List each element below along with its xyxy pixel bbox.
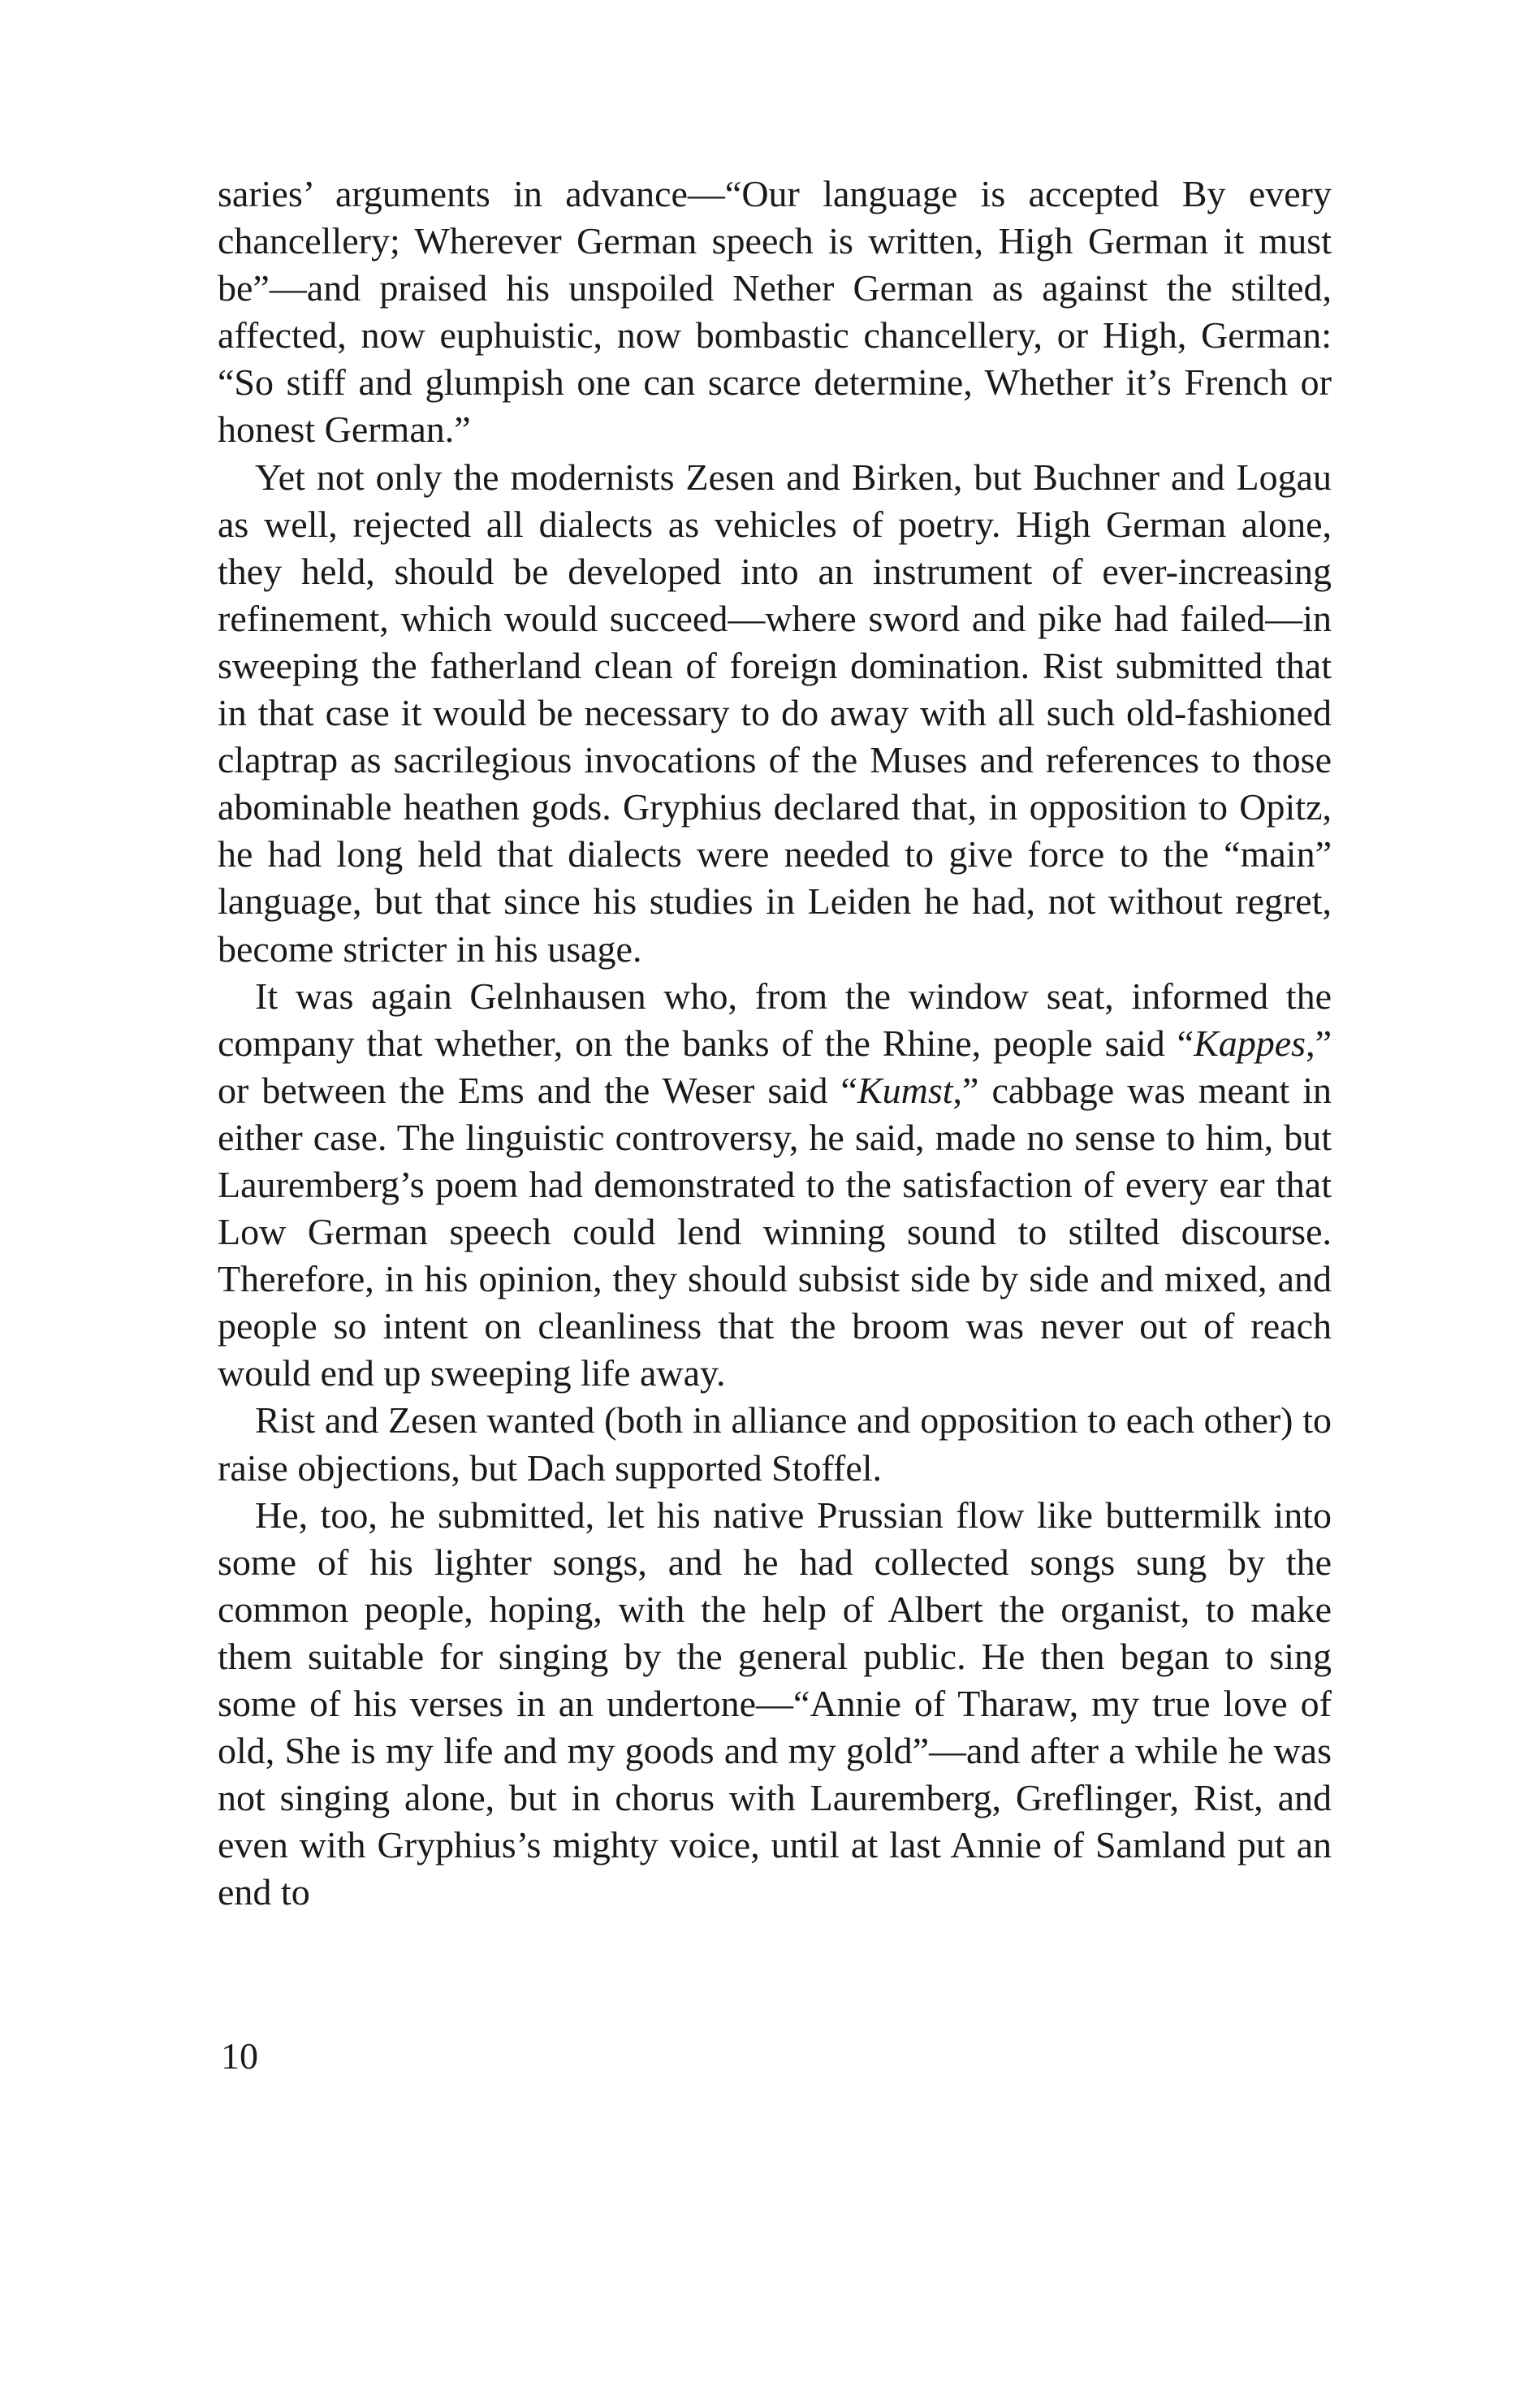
- paragraph-2-text: Yet not only the modernists Zesen and Birken, but Buchner and Logau as well, rejected all dialects as vehicles of poetry. High German alone, they held, should be developed into an instrument of ever-increasing refinement, which would succeed—where sword and pike had failed—in sweeping the fatherland clean of foreign domination. Rist submitted that in that case it would be necessary to do away with all such old-fashioned claptrap as sacrilegious invocations of the Muses and references to those abominable heathen gods. Gryphius declared that, in opposition to Opitz, he had long held that dialects were needed to give force to the “main” language, but that since his studies in Leiden he had, not without regret, become stricter in his usage.: [218, 456, 1332, 970]
- paragraph-2: [218, 454, 1332, 973]
- paragraph-3-text-b: ,” or between the Ems and the Weser said “: [218, 1022, 1332, 1111]
- paragraph-1: [218, 171, 1332, 454]
- italic-word-kumst: Kumst: [857, 1069, 953, 1111]
- italic-word-kappes: Kappes: [1194, 1022, 1306, 1064]
- paragraph-4: [218, 1397, 1332, 1491]
- paragraph-4-text: Rist and Zesen wanted (both in alliance and opposition to each other) to raise objections, but Dach supported Stoffel.: [218, 1399, 1332, 1489]
- paragraph-5-text: He, too, he submitted, let his native Prussian flow like buttermilk into some of his lighter songs, and he had collected songs sung by the common people, hoping, with the help of Albert the organist, to make them suitable for singing by the general public. He then began to sing some of his verses in an undertone—“Annie of Tharaw, my true love of old, She is my life and my goods and my gold”—and after a while he was not singing alone, but in chorus with Lauremberg, Greflinger, Rist, and even with Gryphius’s mighty voice, until at last Annie of Samland put an end to: [218, 1494, 1332, 1913]
- paragraph-3-text-a: It was again Gelnhausen who, from the window seat, informed the company that whether, on the banks of the Rhine, people said “: [218, 975, 1332, 1064]
- paragraph-1-text: saries’ arguments in advance—“Our language is accepted By every chancellery; Wherever German speech is written, High German it must be”—and praised his unspoiled Nether German as against the stilted, affected, now euphuistic, now bombastic chancellery, or High, German: “So stiff and glumpish one can scarce determine, Whether it’s French or honest German.”: [218, 173, 1332, 451]
- paragraph-3: [218, 973, 1332, 1398]
- paragraph-5: [218, 1492, 1332, 1917]
- paragraph-3-text-c: ,” cabbage was meant in either case. The linguistic controversy, he said, made no sense to him, but Lauremberg’s poem had demonstrated to the satisfaction of every ear that Low German speech could lend winning sound to stilted discourse. Therefore, in his opinion, they should subsist side by side and mixed, and people so intent on cleanliness that the broom was never out of reach would end up sweeping life away.: [218, 1069, 1332, 1394]
- page-number: 10: [221, 2035, 258, 2077]
- body-text: [218, 171, 1332, 1916]
